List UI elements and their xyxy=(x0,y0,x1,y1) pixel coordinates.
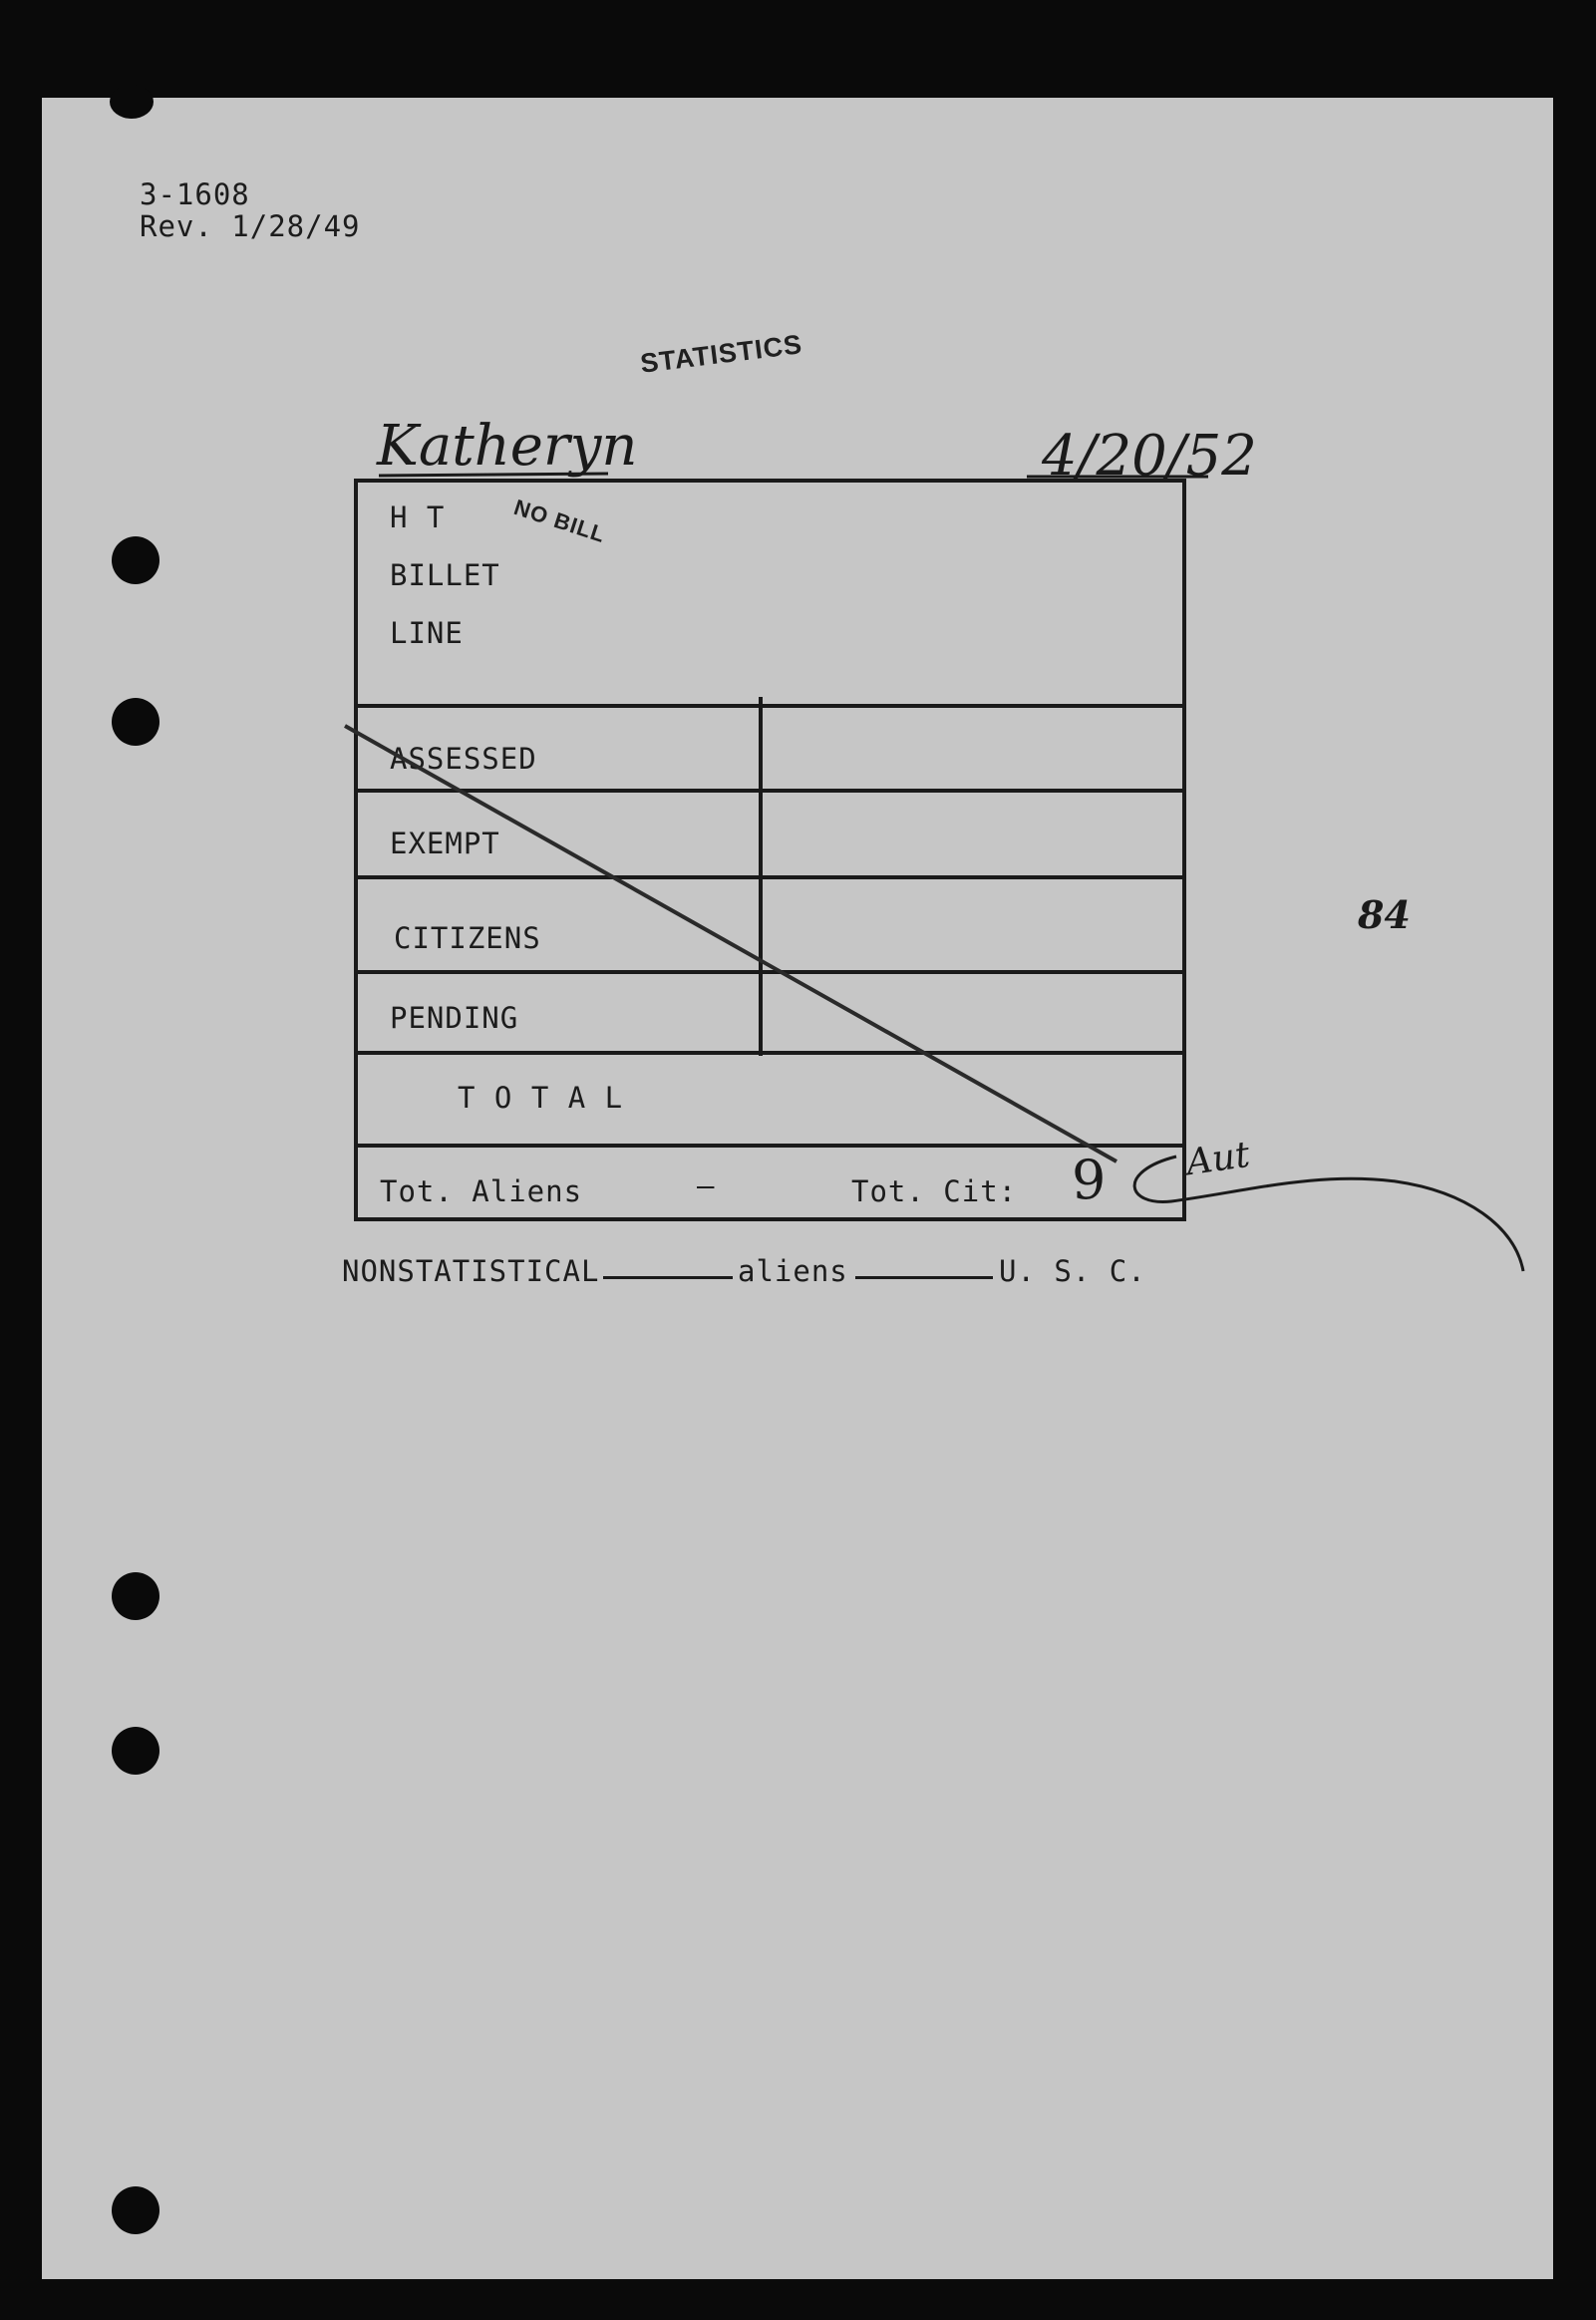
form-number: 3-1608 xyxy=(140,177,250,211)
tot-aliens-label: Tot. Aliens xyxy=(380,1174,583,1208)
diagonal-strike-line xyxy=(345,726,1117,1161)
tot-cit-value: 9 xyxy=(1072,1149,1107,1211)
initials-flourish xyxy=(1134,1157,1523,1271)
total-label: T O T A L xyxy=(458,1081,624,1115)
header-line-ht: H T xyxy=(390,500,446,534)
row-label-pending: PENDING xyxy=(390,1001,519,1035)
handwritten-name: Katheryn xyxy=(377,414,638,479)
header-line-line: LINE xyxy=(390,616,464,650)
handwritten-date: 4/20/52 xyxy=(1042,424,1257,489)
tot-aliens-value: — xyxy=(697,1168,716,1202)
header-line-billet: BILLET xyxy=(390,558,500,592)
name-underline xyxy=(379,474,608,476)
statistics-stamp: STATISTICS xyxy=(638,329,804,379)
nonstatistical-label: NONSTATISTICAL xyxy=(342,1254,600,1288)
row-label-assessed: ASSESSED xyxy=(390,742,537,776)
form-revision: Rev. 1/28/49 xyxy=(140,209,361,243)
aliens-label: aliens xyxy=(738,1254,848,1288)
row-label-exempt: EXEMPT xyxy=(390,827,500,860)
tot-cit-label: Tot. Cit: xyxy=(851,1174,1018,1208)
row-label-citizens: CITIZENS xyxy=(394,921,541,955)
usc-label: U. S. C. xyxy=(999,1254,1146,1288)
handwritten-initials: Aut xyxy=(1183,1134,1253,1184)
page-number: 84 xyxy=(1358,892,1411,937)
no-bill-stamp: NO BILL xyxy=(510,494,609,548)
